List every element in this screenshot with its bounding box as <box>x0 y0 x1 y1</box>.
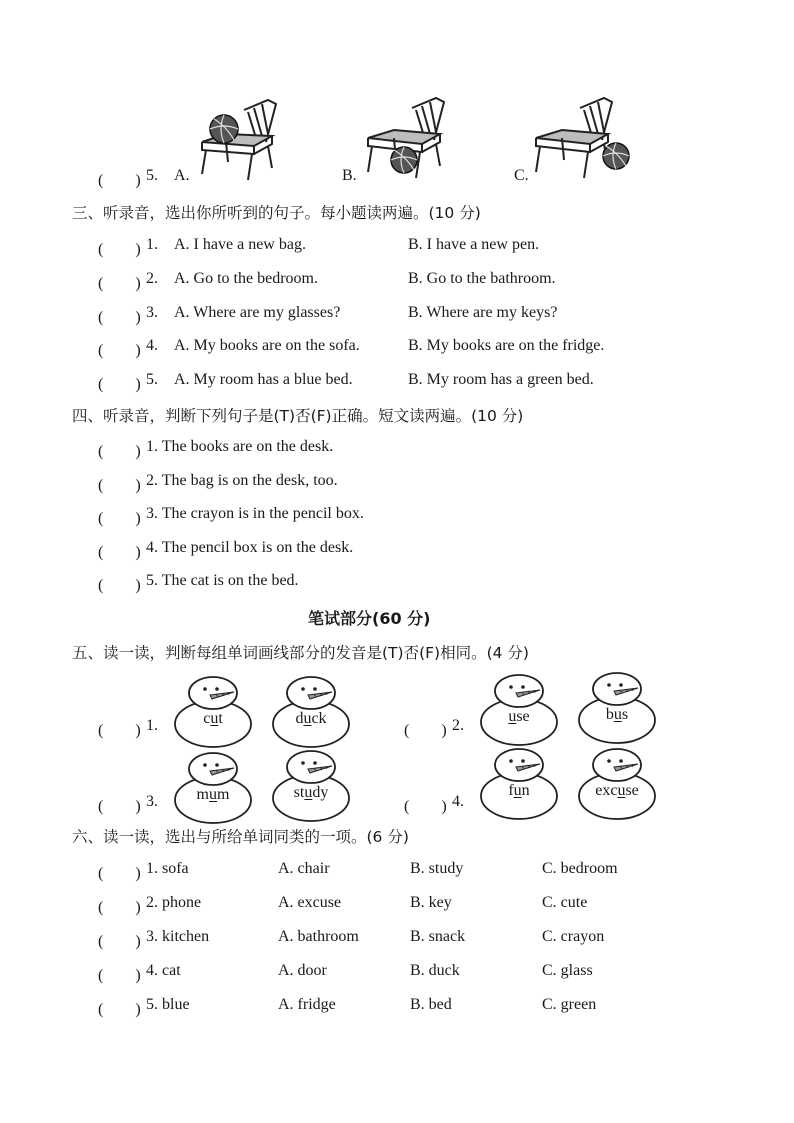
option-b: B. duck <box>410 962 460 979</box>
answer-paren[interactable]: ( ) <box>98 172 141 189</box>
given-word: 3. kitchen <box>146 928 210 945</box>
option-b: B. Where are my keys? <box>408 304 558 321</box>
answer-paren[interactable]: ( ) <box>98 544 141 561</box>
answer-paren[interactable]: ( ) <box>98 577 141 594</box>
option-a: A. I have a new bag. <box>174 236 306 253</box>
answer-paren[interactable]: ( ) <box>98 722 141 739</box>
chair-ball-picture-b <box>364 94 454 182</box>
option-a: A. door <box>278 962 327 979</box>
section3-title: 三、听录音，选出你所听到的句子。每小题读两遍。(10 分) <box>72 204 481 222</box>
option-c: C. bedroom <box>542 860 618 877</box>
option-b: B. I have a new pen. <box>408 236 540 253</box>
option-c: C. crayon <box>542 928 605 945</box>
option-a: A. excuse <box>278 894 342 911</box>
written-part-title: 笔试部分(60 分) <box>308 609 431 628</box>
statement: 4. The pencil box is on the desk. <box>146 539 354 556</box>
word: cut <box>203 710 223 727</box>
given-word: 1. sofa <box>146 860 189 877</box>
option-a: A. My books are on the sofa. <box>174 337 360 354</box>
snowman-word-card <box>478 674 560 750</box>
answer-paren[interactable]: ( ) <box>98 967 141 984</box>
ball-icon <box>210 115 238 143</box>
word: study <box>293 784 329 801</box>
statement: 5. The cat is on the bed. <box>146 572 299 589</box>
option-a: A. bathroom <box>278 928 359 945</box>
chair-ball-picture-c <box>532 94 632 182</box>
question-number: 3. <box>146 793 158 810</box>
question-number: 1. <box>146 236 158 253</box>
section6-title: 六、读一读，选出与所给单词同类的一项。(6 分) <box>72 828 409 846</box>
option-c: C. cute <box>542 894 588 911</box>
option-b: B. My books are on the fridge. <box>408 337 605 354</box>
statement: 3. The crayon is in the pencil box. <box>146 505 364 522</box>
answer-paren[interactable]: ( ) <box>98 241 141 258</box>
option-b: B. snack <box>410 928 466 945</box>
chair-ball-picture-a <box>196 96 284 182</box>
answer-paren[interactable]: ( ) <box>98 342 141 359</box>
question-number: 5. <box>146 371 158 388</box>
word: fun <box>508 782 530 799</box>
answer-paren[interactable]: ( ) <box>404 722 447 739</box>
given-word: 4. cat <box>146 962 181 979</box>
question-number: 5. <box>146 167 158 184</box>
answer-paren[interactable]: ( ) <box>98 309 141 326</box>
option-c: C. green <box>542 996 597 1013</box>
option-a: A. My room has a blue bed. <box>174 371 353 388</box>
statement: 1. The books are on the desk. <box>146 438 334 455</box>
answer-paren[interactable]: ( ) <box>404 798 447 815</box>
ball-icon <box>391 147 417 173</box>
word: mum <box>196 786 230 803</box>
snowman-word-card <box>270 750 352 826</box>
question-number: 2. <box>452 717 464 734</box>
snowman-word-card <box>576 748 658 824</box>
question-number: 1. <box>146 717 158 734</box>
option-label-a: A. <box>174 167 190 184</box>
option-c: C. glass <box>542 962 593 979</box>
answer-paren[interactable]: ( ) <box>98 443 141 460</box>
word: use <box>508 708 530 725</box>
answer-paren[interactable]: ( ) <box>98 899 141 916</box>
section5-title: 五、读一读，判断每组单词画线部分的发音是(T)否(F)相同。(4 分) <box>72 644 529 662</box>
option-b: B. study <box>410 860 464 877</box>
option-a: A. fridge <box>278 996 336 1013</box>
statement: 2. The bag is on the desk, too. <box>146 472 338 489</box>
option-a: A. Where are my glasses? <box>174 304 341 321</box>
question-number: 3. <box>146 304 158 321</box>
snowman-word-card <box>172 752 254 828</box>
question-number: 4. <box>146 337 158 354</box>
question-number: 2. <box>146 270 158 287</box>
answer-paren[interactable]: ( ) <box>98 798 141 815</box>
given-word: 5. blue <box>146 996 190 1013</box>
answer-paren[interactable]: ( ) <box>98 275 141 292</box>
given-word: 2. phone <box>146 894 202 911</box>
ball-icon <box>603 143 629 169</box>
option-b: B. bed <box>410 996 452 1013</box>
snowman-word-card <box>172 676 254 752</box>
option-a: A. Go to the bedroom. <box>174 270 318 287</box>
answer-paren[interactable]: ( ) <box>98 1001 141 1018</box>
option-b: B. key <box>410 894 452 911</box>
word: bus <box>605 706 629 723</box>
option-b: B. My room has a green bed. <box>408 371 594 388</box>
answer-paren[interactable]: ( ) <box>98 933 141 950</box>
word: excuse <box>595 782 639 799</box>
option-label-b: B. <box>342 167 357 184</box>
answer-paren[interactable]: ( ) <box>98 376 141 393</box>
section4-title: 四、听录音，判断下列句子是(T)否(F)正确。短文读两遍。(10 分) <box>72 407 524 425</box>
snowman-word-card <box>270 676 352 752</box>
answer-paren[interactable]: ( ) <box>98 865 141 882</box>
answer-paren[interactable]: ( ) <box>98 510 141 527</box>
option-a: A. chair <box>278 860 330 877</box>
answer-paren[interactable]: ( ) <box>98 477 141 494</box>
option-b: B. Go to the bathroom. <box>408 270 556 287</box>
snowman-word-card <box>576 672 658 748</box>
option-label-c: C. <box>514 167 529 184</box>
word: duck <box>295 710 327 727</box>
snowman-word-card <box>478 748 560 824</box>
question-number: 4. <box>452 793 464 810</box>
